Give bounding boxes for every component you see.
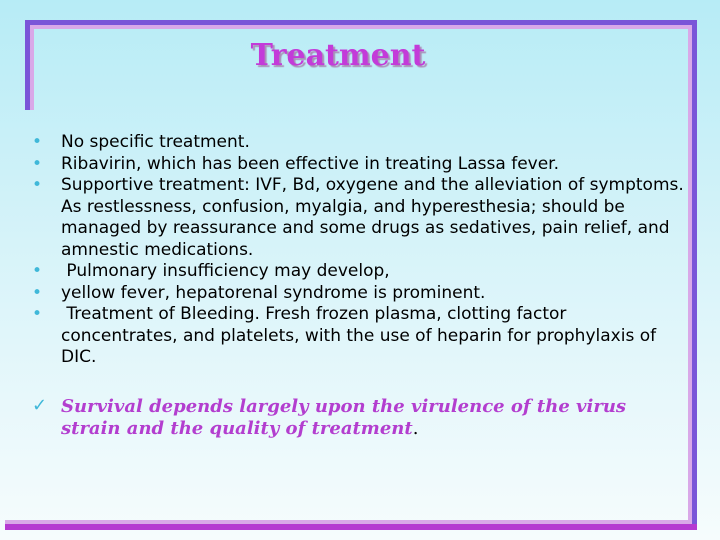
slide-title: Treatment bbox=[250, 38, 426, 73]
bullet-icon: • bbox=[31, 175, 43, 195]
frame-top-bar-inner bbox=[25, 25, 697, 29]
bullet-icon: • bbox=[31, 153, 43, 174]
bullet-item bbox=[28, 132, 688, 154]
bullet-item bbox=[28, 261, 688, 283]
bullet-item bbox=[28, 283, 688, 305]
bullet-item bbox=[28, 154, 688, 176]
frame-bottom-bar bbox=[5, 524, 697, 530]
frame-right-bar-inner bbox=[688, 29, 692, 530]
bullet-text: Ribavirin, which has been effective in treating Lassa fever. bbox=[61, 153, 560, 174]
bullet-icon: • bbox=[31, 132, 43, 152]
bullet-text: Pulmonary insufficiency may develop, bbox=[61, 261, 390, 281]
bullet-item bbox=[28, 304, 688, 369]
conclusion-item bbox=[28, 396, 688, 440]
bullet-item bbox=[28, 175, 688, 261]
bullet-icon: • bbox=[31, 304, 43, 324]
conclusion-period: . bbox=[412, 418, 419, 439]
frame-right-bar bbox=[692, 20, 697, 530]
bullet-text: Supportive treatment: IVF, Bd, oxygene and the alleviation of symptoms. As restlessness, confusion, myalgia, and hyperesthesia; should be managed by reassurance and some drugs as sedatives, pain relief, and amnestic medications. bbox=[61, 175, 684, 260]
bullet-icon: • bbox=[31, 261, 43, 281]
bullet-text: Treatment of Bleeding. Fresh frozen plasma, clotting factor concentrates, and platelets, with the use of heparin for prophylaxis of DIC. bbox=[61, 304, 662, 367]
bullet-icon: • bbox=[31, 282, 43, 303]
bullet-list bbox=[28, 132, 688, 369]
conclusion-text: Survival depends largely upon the virulence of the virus strain and the quality of treatment bbox=[61, 396, 627, 439]
bullet-text: No specific treatment. bbox=[61, 132, 250, 152]
checkmark-icon: ✓ bbox=[32, 395, 48, 416]
bullet-text: yellow fever, hepatorenal syndrome is prominent. bbox=[61, 282, 486, 303]
